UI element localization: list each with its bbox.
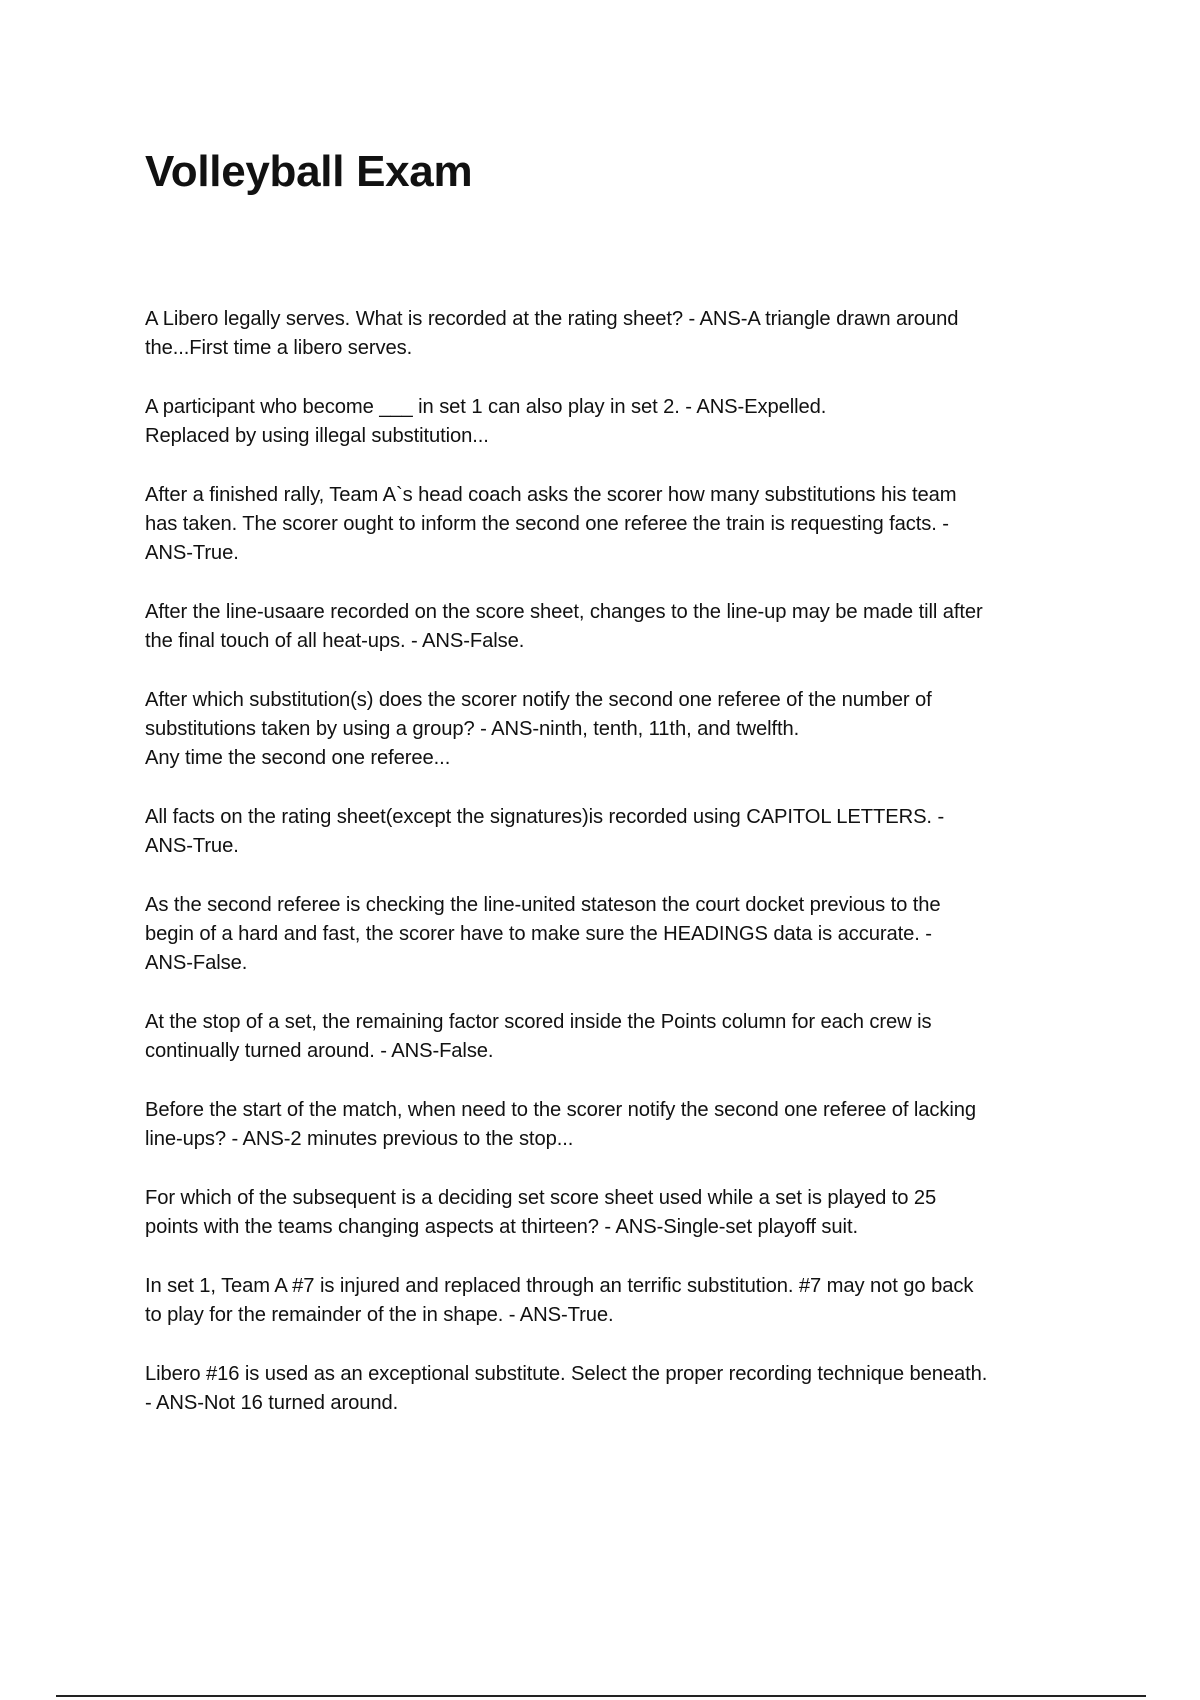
qa-line: Libero #16 is used as an exceptional substitute. Select the proper recording technique beneath. — [145, 1363, 988, 1385]
qa-item — [145, 1360, 1085, 1418]
qa-line: to play for the remainder of the in shape. - ANS-True. — [145, 1304, 614, 1326]
qa-item — [145, 1008, 1085, 1066]
qa-line: A Libero legally serves. What is recorded at the rating sheet? - ANS-A triangle drawn around — [145, 308, 959, 330]
qa-line: At the stop of a set, the remaining factor scored inside the Points column for each crew is — [145, 1011, 932, 1033]
qa-line: Replaced by using illegal substitution... — [145, 425, 489, 447]
qa-line: - ANS-Not 16 turned around. — [145, 1392, 399, 1414]
qa-item — [145, 598, 1085, 656]
qa-item — [145, 1096, 1085, 1154]
qa-line: the final touch of all heat-ups. - ANS-False. — [145, 630, 525, 652]
qa-line: In set 1, Team A #7 is injured and replaced through an terrific substitution. #7 may not go back — [145, 1275, 974, 1297]
qa-line: begin of a hard and fast, the scorer have to make sure the HEADINGS data is accurate. - — [145, 923, 932, 945]
page-title: Volleyball Exam — [145, 147, 473, 196]
qa-line: ANS-False. — [145, 952, 248, 974]
qa-line: continually turned around. - ANS-False. — [145, 1040, 494, 1062]
qa-item — [145, 803, 1085, 861]
qa-line: After the line-usaare recorded on the score sheet, changes to the line-up may be made till after — [145, 601, 983, 623]
qa-line: points with the teams changing aspects at thirteen? - ANS-Single-set playoff suit. — [145, 1216, 858, 1238]
footer-rule — [56, 1695, 1146, 1697]
qa-line: ANS-True. — [145, 835, 239, 857]
qa-line: For which of the subsequent is a deciding set score sheet used while a set is played to 25 — [145, 1187, 937, 1209]
qa-line: All facts on the rating sheet(except the signatures)is recorded using CAPITOL LETTERS. - — [145, 806, 945, 828]
qa-line: After a finished rally, Team A`s head coach asks the scorer how many substitutions his team — [145, 484, 957, 506]
qa-line: the...First time a libero serves. — [145, 337, 413, 359]
qa-item — [145, 891, 1085, 978]
qa-item — [145, 481, 1085, 568]
qa-line: line-ups? - ANS-2 minutes previous to the stop... — [145, 1128, 574, 1150]
qa-line: After which substitution(s) does the scorer notify the second one referee of the number of — [145, 689, 932, 711]
qa-line: has taken. The scorer ought to inform the second one referee the train is requesting facts. - — [145, 513, 949, 535]
qa-line: As the second referee is checking the line-united stateson the court docket previous to the — [145, 894, 941, 916]
qa-item — [145, 1184, 1085, 1242]
qa-line: A participant who become ___ in set 1 can also play in set 2. - ANS-Expelled. — [145, 396, 827, 418]
qa-item — [145, 305, 1085, 363]
qa-line: ANS-True. — [145, 542, 239, 564]
question-list — [145, 305, 1085, 1448]
qa-line: substitutions taken by using a group? - ANS-ninth, tenth, 11th, and twelfth. — [145, 718, 800, 740]
qa-item — [145, 393, 1085, 451]
qa-line: Before the start of the match, when need to the scorer notify the second one referee of lacking — [145, 1099, 977, 1121]
qa-item — [145, 1272, 1085, 1330]
qa-item — [145, 686, 1085, 773]
qa-line: Any time the second one referee... — [145, 747, 451, 769]
